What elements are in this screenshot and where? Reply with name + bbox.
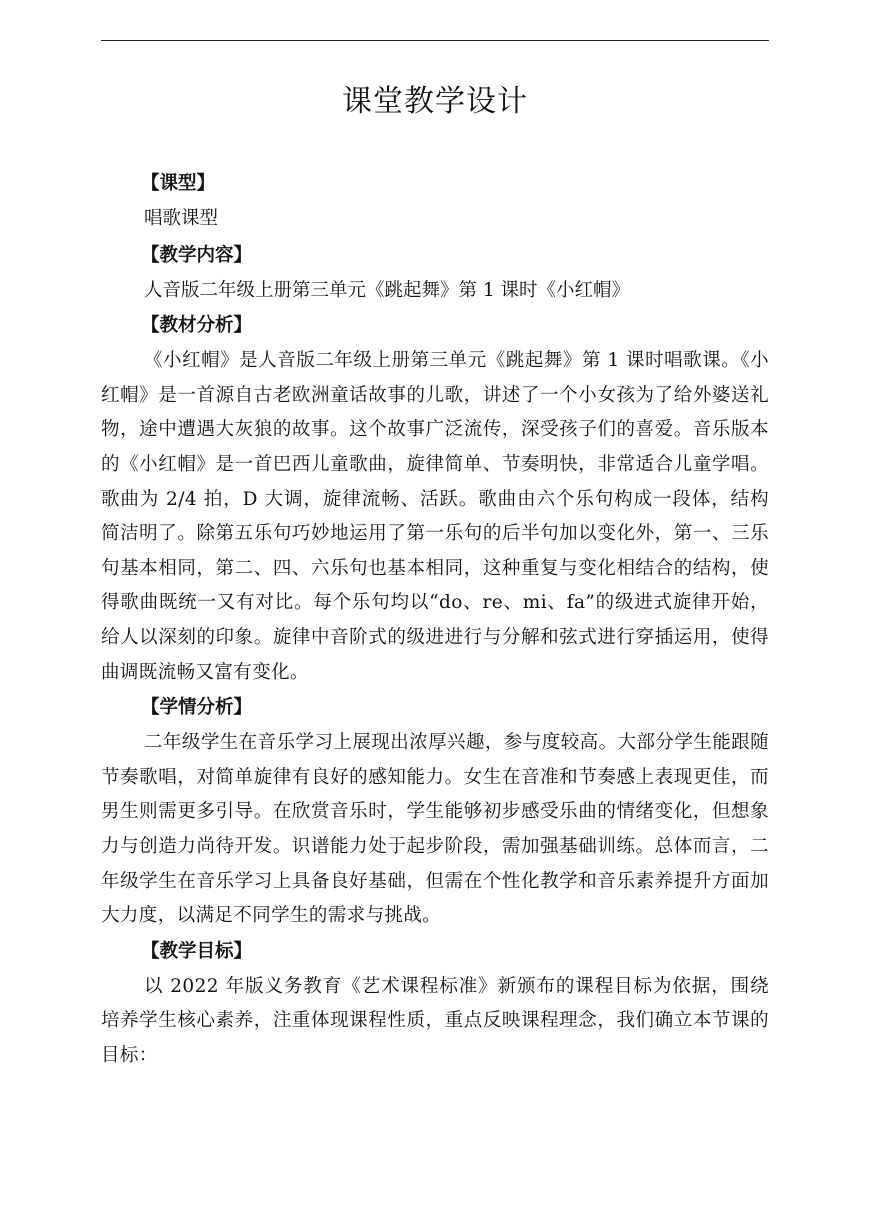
section-heading-material-analysis: 【教材分析】	[141, 315, 253, 337]
section-body-teaching-content: 人音版二年级上册第三单元《跳起舞》第 1 课时《小红帽》	[144, 279, 631, 301]
section-body-material-analysis: 《小红帽》是人音版二年级上册第三单元《跳起舞》第 1 课时唱歌课。《小红帽》是一首源自古老欧洲童话故事的儿歌，讲述了一个小女孩为了给外婆送礼物，途中遭遇大灰狼的故事。这个故事广泛流传，深受孩子们的喜爱。音乐版本的《小红帽》是一首巴西儿童歌曲，旋律简单、节奏明快，非常适合儿童学唱。歌曲为 2/4 拍，D 大调，旋律流畅、活跃。歌曲由六个乐句构成一段体，结构简洁明了。除第五乐句巧妙地运用了第一乐句的后半句加以变化外，第一、三乐句基本相同，第二、四、六乐句也基本相同，这种重复与变化相结合的结构，使得歌曲既统一又有对比。每个乐句均以“do、re、mi、fa”的级进式旋律开始，给人以深刻的印象。旋律中音阶式的级进进行与分解和弦式进行穿插运用，使得曲调既流畅又富有变化。	[101, 350, 769, 683]
section-body-student-analysis: 二年级学生在音乐学习上展现出浓厚兴趣，参与度较高。大部分学生能跟随节奏歌唱，对简单旋律有良好的感知能力。女生在音准和节奏感上表现更佳，而男生则需更多引导。在欣赏音乐时，学生能够初步感受乐曲的情绪变化，但想象力与创造力尚待开发。识谱能力处于起步阶段，需加强基础训练。总体而言，二年级学生在音乐学习上具备良好基础，但需在个性化教学和音乐素养提升方面加大力度，以满足不同学生的需求与挑战。	[101, 732, 769, 927]
section-heading-teaching-goals: 【教学目标】	[141, 940, 253, 962]
header-rule	[101, 40, 769, 41]
section-heading-student-analysis: 【学情分析】	[141, 697, 253, 719]
section-body-lesson-type: 唱歌课型	[144, 208, 219, 229]
document-title: 课堂教学设计	[342, 84, 528, 119]
section-heading-teaching-content: 【教学内容】	[141, 244, 253, 266]
document-body	[101, 166, 769, 1073]
section-heading-lesson-type: 【课型】	[141, 173, 216, 194]
section-body-teaching-goals: 以 2022 年版义务教育《艺术课程标准》新颁布的课程目标为依据，围绕培养学生核心素养，注重体现课程性质，重点反映课程理念，我们确立本节课的目标：	[101, 975, 769, 1066]
